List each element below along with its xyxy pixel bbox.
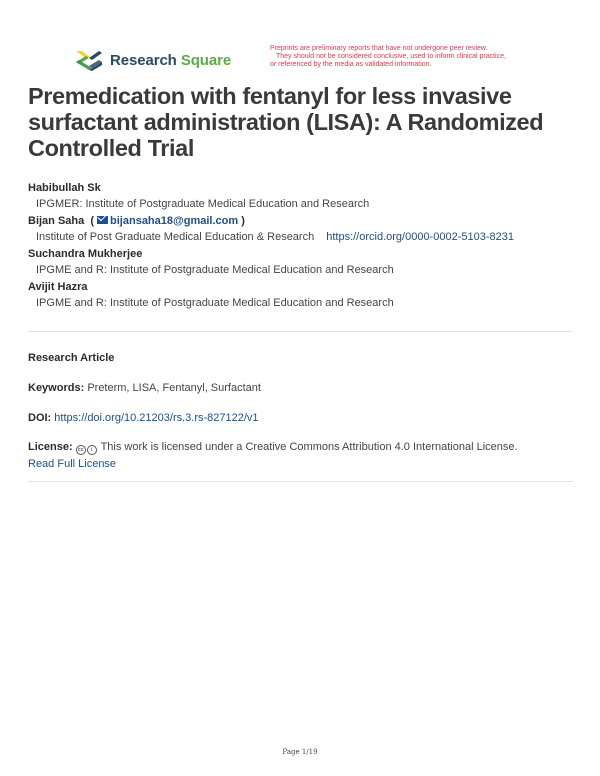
- by-icon: i: [87, 445, 97, 455]
- author-email-link[interactable]: bijansaha18@gmail.com: [110, 215, 239, 227]
- license-label: License:: [28, 441, 73, 453]
- keywords-value: Preterm, LISA, Fentanyl, Surfactant: [87, 382, 261, 394]
- read-full-license-link[interactable]: Read Full License: [28, 458, 117, 470]
- keywords: [28, 382, 261, 394]
- disclaimer-line: Preprints are preliminary reports that have not undergone peer review.: [270, 45, 488, 52]
- orcid-link[interactable]: https://orcid.org/0000-0002-5103-8231: [326, 231, 514, 243]
- preprint-disclaimer: [270, 45, 570, 70]
- author-name: Avijit Hazra: [28, 281, 88, 293]
- author-affiliation: IPGME and R: Institute of Postgraduate Medical Education and Research: [36, 297, 394, 309]
- disclaimer-line: They should not be considered conclusive, used to inform clinical practice,: [276, 53, 506, 61]
- license-text: This work is licensed under a Creative Commons Attribution 4.0 International License.: [100, 441, 518, 453]
- author-name: Habibullah Sk: [28, 182, 101, 194]
- cc-icon: cc: [76, 445, 86, 455]
- logo-text: Research Square: [110, 51, 232, 69]
- author-affiliation: IPGME and R: Institute of Postgraduate Medical Education and Research: [36, 264, 394, 276]
- research-square-logo[interactable]: [75, 47, 231, 73]
- disclaimer-line: or referenced by the media as validated information.: [270, 61, 432, 69]
- page-number: Page 1/19: [282, 748, 318, 756]
- logo-icon: [75, 49, 103, 71]
- author-name: Bijan Saha ( bijansaha18@gmail.com ): [28, 215, 245, 227]
- author-affiliation: Institute of Post Graduate Medical Education & Research https://orcid.org/0000-0002-5103-8231: [36, 231, 514, 243]
- paper-title: Premedication with fentanyl for less invasive surfactant administration (LISA): A Randomized Controlled Trial: [28, 83, 544, 161]
- mail-icon: [97, 216, 108, 224]
- keywords-label: Keywords:: [28, 382, 85, 394]
- license: [28, 441, 518, 455]
- doi: [28, 412, 259, 424]
- divider: [28, 481, 573, 482]
- author-list: [28, 181, 578, 313]
- divider: [28, 331, 573, 332]
- article-type: Research Article: [28, 352, 115, 364]
- author-affiliation: IPGMER: Institute of Postgraduate Medical Education and Research: [36, 198, 370, 210]
- author-name: Suchandra Mukherjee: [28, 248, 143, 260]
- doi-link[interactable]: https://doi.org/10.21203/rs.3.rs-827122/v1: [54, 412, 259, 424]
- doi-label: DOI:: [28, 412, 52, 424]
